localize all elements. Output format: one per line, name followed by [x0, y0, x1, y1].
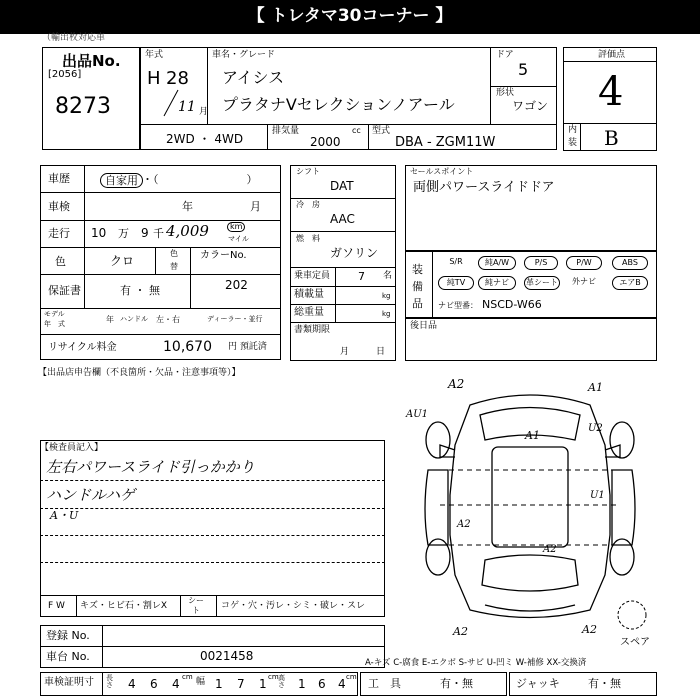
model-value: DBA - ZGM11W — [395, 135, 496, 150]
inspection-label: 車検 — [48, 200, 70, 213]
width-d1: 1 — [215, 677, 223, 691]
gross-unit: kg — [382, 310, 391, 318]
recycle-label: リサイクル料金 — [48, 342, 117, 353]
shift-label: シフト — [296, 167, 320, 176]
diagram-mark-a1-roof: A1 — [525, 429, 540, 442]
history-value: 自家用 — [100, 173, 143, 188]
inspector-line-3: A・U — [50, 509, 79, 522]
fuel-label: 燃 料 — [296, 234, 320, 243]
height-d3: 4 — [338, 677, 346, 691]
inspector-line-1: 左右パワースライド引っかかり — [46, 458, 255, 476]
mileage-unit-1: 万 — [118, 227, 129, 240]
height-d2: 6 — [318, 677, 326, 691]
year-label: 年式 — [145, 50, 164, 60]
handle-value: 左・右 — [156, 315, 180, 324]
lot-number: 8273 — [55, 94, 111, 119]
car-diagram — [400, 375, 660, 650]
fuel-value: ガソリン — [330, 246, 379, 260]
model-year-label-1: モデル — [44, 310, 65, 318]
width-d3: 1 — [259, 677, 267, 691]
displacement-unit: cc — [352, 126, 361, 135]
equip-leather: 革シート — [524, 276, 560, 290]
gross-label: 総重量 — [294, 307, 324, 318]
diagram-mark-au1: AU1 — [406, 409, 429, 420]
model-label: 型式 — [372, 126, 391, 136]
recycle-value: 10,670 — [163, 339, 212, 355]
month-value: 11 — [178, 99, 196, 115]
color-code-value: 202 — [225, 278, 248, 292]
shift-value: DAT — [330, 179, 354, 193]
color-value: クロ — [110, 254, 135, 268]
interior-label-2: 装 — [568, 138, 578, 148]
capacity-value: 7 — [358, 270, 365, 283]
shape-value: ワゴン — [512, 99, 549, 113]
selling-point-value: 両側パワースライドドア — [413, 180, 555, 195]
ac-label: 冷 房 — [296, 200, 320, 209]
diagram-mark-a2-side: A2 — [457, 519, 471, 530]
interior-value: B — [604, 126, 619, 150]
diagram-mark-a2-rear: A2 — [543, 544, 557, 555]
fw-items-2: コゲ・穴・汚レ・シミ・破レ・スレ — [221, 601, 366, 611]
capacity-unit: 名 — [383, 271, 393, 281]
selling-point-label: セールスポイント — [410, 167, 474, 176]
header-title: 【 トレタマ30コーナー 】 — [247, 6, 453, 26]
equip-sr: S/R — [438, 256, 474, 270]
spare-tire-icon — [618, 601, 646, 629]
diagram-mark-a2-top: A2 — [448, 377, 465, 391]
equip-tv: 純TV — [438, 276, 474, 290]
mileage-unit-km: km — [227, 222, 245, 232]
color-label: 色 — [55, 255, 66, 268]
color-code-label: カラーNo. — [200, 250, 247, 261]
damage-legend: A-キズ C-腐食 E-エクボ S-サビ U-凹ミ W-補修 XX-交換済 — [365, 658, 587, 668]
year-value: 28 — [166, 68, 189, 89]
fw-items: キズ・ヒビ石・割レX — [80, 601, 167, 611]
load-unit: kg — [382, 292, 391, 300]
jack-value: 有・無 — [588, 677, 621, 690]
height-d1: 1 — [298, 677, 306, 691]
inspector-line-2: ハンドルハゲ — [46, 486, 135, 504]
diagram-mark-a1-top: A1 — [588, 381, 603, 394]
diagram-mark-u1: U1 — [590, 490, 605, 501]
history-rest: ・（ ） — [142, 173, 258, 186]
warranty-value: 有 ・ 無 — [120, 284, 160, 297]
mileage-unit-mile: マイル — [228, 235, 249, 243]
mileage-label: 走行 — [48, 227, 70, 240]
navi-label: ナビ型番： — [438, 301, 478, 310]
width-d2: 7 — [237, 677, 245, 691]
after-install-label: 後日品 — [410, 321, 438, 331]
equip-pw: P/W — [566, 256, 602, 270]
chassis-label: 車台 No. — [46, 650, 90, 663]
mileage-2: 9 — [141, 226, 149, 240]
declaration-label: 【出品店申告欄（不良箇所・欠品・注意事項等）】 — [38, 368, 241, 378]
width-label: 幅 — [196, 677, 206, 687]
ac-value: AAC — [330, 212, 355, 226]
length-d3: 4 — [172, 677, 180, 691]
spare-label: スペア — [620, 637, 650, 648]
drive-value: 2WD ・ 4WD — [166, 132, 244, 146]
lot-sticker: [2056] — [48, 69, 82, 80]
equipment-label-1: 装 — [412, 263, 423, 276]
jack-label: ジャッキ — [516, 677, 560, 690]
score-value: 4 — [598, 69, 624, 115]
reg-label: 登録 No. — [46, 629, 90, 642]
color-change-1: 色 — [170, 249, 178, 258]
height-label: 高さ — [278, 674, 285, 689]
equip-ext-navi: 外ナビ — [566, 276, 602, 290]
model-year-label-2: 年 式 — [44, 320, 65, 328]
height-unit: cm — [346, 673, 357, 681]
docs-label: 書類期限 — [294, 325, 331, 335]
dealer-label: ディーラー・並行 — [207, 315, 263, 323]
load-label: 積載量 — [294, 289, 324, 300]
mileage-unit-2: 千 — [153, 227, 164, 240]
fw-sheet-1: シー — [188, 596, 204, 605]
inspection-month: 月 — [250, 200, 261, 213]
length-d1: 4 — [128, 677, 136, 691]
month-unit: 月 — [199, 107, 209, 117]
history-label: 車歴 — [48, 172, 70, 185]
car-grade: プラタナVセレクションノアール — [222, 95, 455, 114]
fw-label: F W — [48, 601, 65, 611]
tools-label: 工 具 — [368, 677, 401, 690]
score-label: 評価点 — [598, 50, 626, 60]
shape-label: 形状 — [496, 88, 515, 98]
tools-value: 有・無 — [440, 677, 473, 690]
displacement-value: 2000 — [310, 135, 341, 149]
door-label: ドア — [496, 50, 514, 60]
fw-sheet-2: ト — [192, 606, 200, 615]
length-unit: cm — [182, 673, 193, 681]
model-year-unit: 年 — [106, 315, 114, 324]
year-era: H — [147, 68, 161, 89]
length-d2: 6 — [150, 677, 158, 691]
equip-airbag: エアB — [612, 276, 648, 290]
displacement-label: 排気量 — [272, 126, 300, 136]
inspection-year: 年 — [182, 200, 193, 213]
equipment-label-2: 備 — [412, 280, 423, 293]
name-label: 車名・グレード — [212, 50, 276, 60]
width-unit: cm — [268, 673, 279, 681]
mileage-1: 10 — [91, 226, 107, 240]
docs-day: 日 — [376, 347, 386, 357]
diagram-mark-a2-br: A2 — [582, 623, 597, 636]
equipment-label-3: 品 — [412, 297, 423, 310]
top-note: （輸出枚対応車 — [42, 33, 106, 43]
month-slash-icon — [160, 88, 180, 118]
color-change-2: 替 — [170, 262, 178, 271]
lot-label: 出品No. — [62, 52, 121, 70]
equip-navi: 純ナビ — [478, 276, 516, 290]
equip-alloy-wheel: 純A/W — [478, 256, 516, 270]
handle-label: ハンドル — [120, 315, 148, 323]
cert-label: 車検証明寸 — [44, 677, 94, 688]
navi-value: NSCD-W66 — [482, 298, 542, 311]
equip-abs: ABS — [612, 256, 648, 270]
warranty-label: 保証書 — [48, 284, 81, 297]
chassis-value: 0021458 — [200, 649, 254, 663]
history-box — [40, 165, 281, 360]
docs-month: 月 — [340, 347, 350, 357]
diagram-mark-a2-bl: A2 — [453, 625, 468, 638]
equip-ps: P/S — [524, 256, 558, 270]
selling-point-box — [405, 165, 657, 251]
door-value: 5 — [518, 60, 529, 79]
interior-label-1: 内 — [568, 125, 578, 135]
recycle-unit: 円 預託済 — [228, 342, 267, 352]
diagram-mark-u2: U2 — [588, 423, 603, 434]
capacity-label: 乗車定員 — [294, 271, 331, 281]
inspector-label: 【検査員記入】 — [40, 443, 104, 453]
car-name: アイシス — [222, 68, 285, 87]
after-install-box — [405, 318, 657, 361]
mileage-written: 4,009 — [166, 222, 209, 240]
length-label: 長さ — [106, 674, 113, 689]
